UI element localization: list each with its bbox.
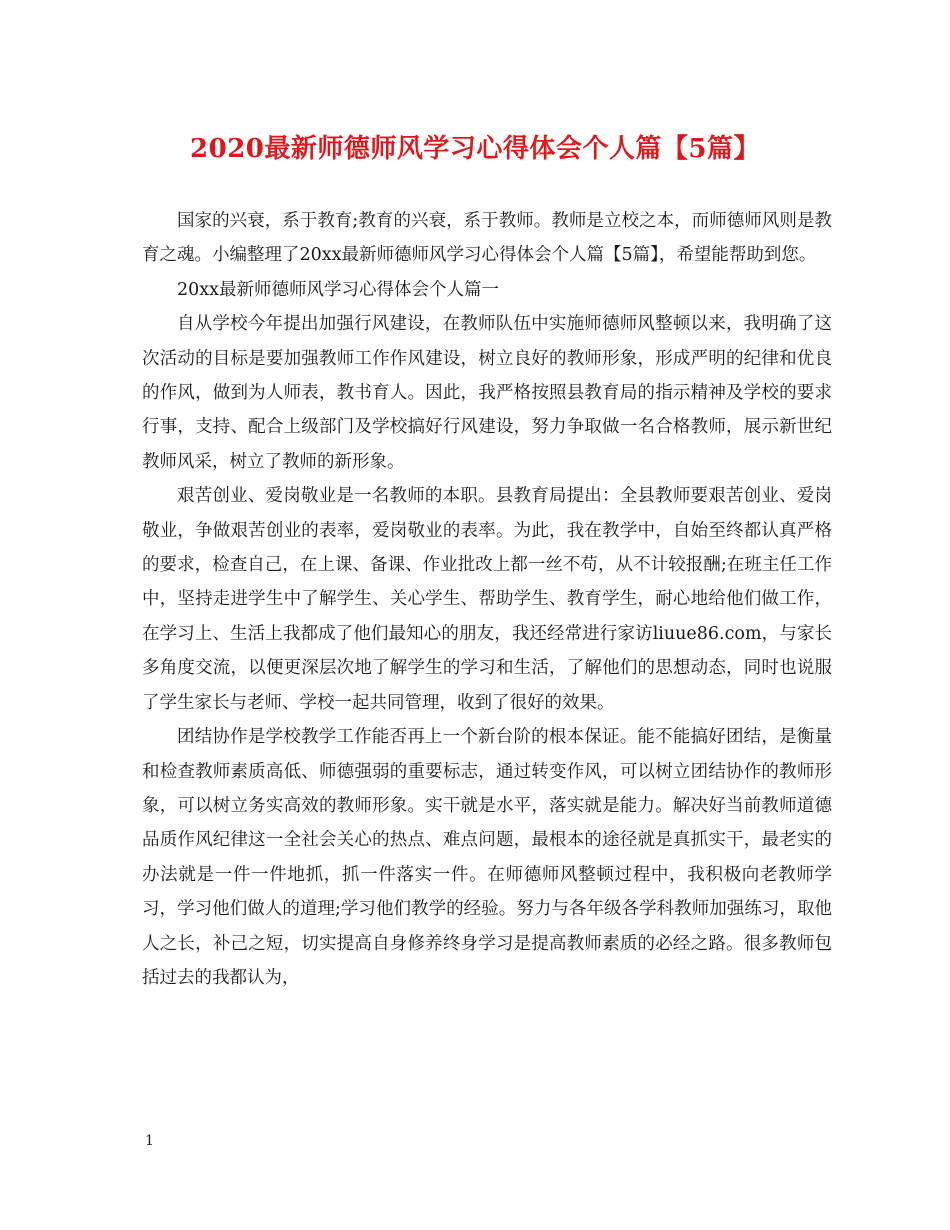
body-paragraph: 艰苦创业、爱岗敬业是一名教师的本职。县教育局提出：全县教师要艰苦创业、爱岗敬业，争做艰苦创业的表率，爱岗敬业的表率。为此，我在教学中，自始至终都认真严格的要求，检查自己，在上课、备课、作业批改上都一丝不苟，从不计较报酬;在班主任工作中，坚持走进学生中了解学生、关心学生、帮助学生、教育学生，耐心地给他们做工作，在学习上、生活上我都成了他们最知心的朋友，我还经常进行家访liuue86.com，与家长多角度交流，以便更深层次地了解学生的学习和生活，了解他们的思想动态，同时也说服了学生家长与老师、学校一起共同管理，收到了很好的效果。 xyxy=(142,486,832,713)
document-body xyxy=(142,204,832,995)
body-paragraph: 自从学校今年提出加强行风建设，在教师队伍中实施师德师风整顿以来，我明确了这次活动的目标是要加强教师工作作风建设，树立良好的教师形象，形成严明的纪律和优良的作风，做到为人师表，教书育人。因此，我严格按照县教育局的指示精神及学校的要求行事，支持、配合上级部门及学校搞好行风建设，努力争取做一名合格教师，展示新世纪教师风采，树立了教师的新形象。 xyxy=(142,314,832,472)
body-paragraph: 团结协作是学校教学工作能否再上一个新台阶的根本保证。能不能搞好团结，是衡量和检查教师素质高低、师德强弱的重要标志，通过转变作风，可以树立团结协作的教师形象，可以树立务实高效的教师形象。实干就是水平，落实就是能力。解决好当前教师道德品质作风纪律这一全社会关心的热点、难点问题，最根本的途径就是真抓实干，最老实的办法就是一件一件地抓，抓一件落实一件。在师德师风整顿过程中，我积极向老教师学习，学习他们做人的道理;学习他们教学的经验。努力与各年级各学科教师加强练习，取他人之长，补己之短，切实提高自身修养终身学习是提高教师素质的必经之路。很多教师包括过去的我都认为， xyxy=(142,727,832,988)
section-heading: 20xx最新师德师风学习心得体会个人篇一 xyxy=(177,279,500,300)
page-number: 1 xyxy=(145,1133,154,1149)
intro-paragraph: 国家的兴衰，系于教育;教育的兴衰，系于教师。教师是立校之本，而师德师风则是教育之魂。小编整理了20xx最新师德师风学习心得体会个人篇【5篇】，希望能帮助到您。 xyxy=(142,211,832,266)
document-title: 2020最新师德师风学习心得体会个人篇【5篇】 xyxy=(190,134,760,164)
